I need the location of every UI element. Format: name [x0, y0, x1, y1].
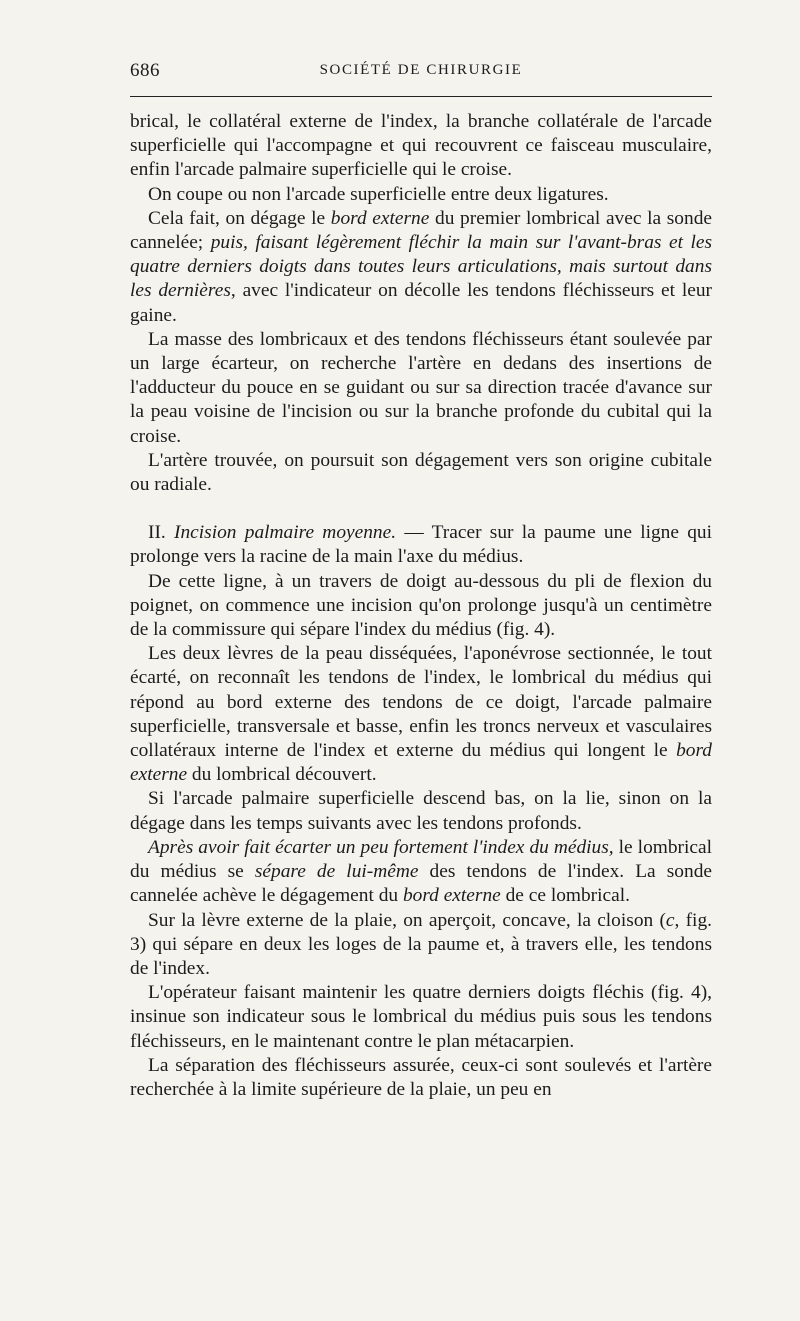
section-title: Incision palmaire moyenne.	[174, 522, 397, 544]
paragraph: Les deux lèvres de la peau disséquées, l'aponévrose sectionnée, le tout écarté, on reconnaît les tendons de l'index, le lombrical du médius qui répond au bord externe des tendons de ce doigt, l'arcade palmaire superficielle, transversale et basse, enfin les troncs nerveux et vasculaires collatéraux interne de l'index et externe du médius qui longent le bord externe du lombrical découvert.	[130, 643, 712, 786]
header-rule	[130, 96, 712, 97]
paragraph: L'opérateur faisant maintenir les quatre derniers doigts fléchis (fig. 4), insinue son indicateur sous le lombrical du médius puis sous les tendons fléchisseurs, en le maintenant contre le plan métacarpien.	[130, 982, 712, 1052]
italic-text: puis, faisant légèrement fléchir la main sur l'avant-bras et les quatre derniers doigts dans toutes leurs articulations, mais surtout dans les dernières	[130, 232, 713, 302]
page-number: 686	[130, 60, 160, 81]
running-title: SOCIÉTÉ DE CHIRURGIE	[319, 62, 523, 78]
paragraph: Après avoir fait écarter un peu fortement l'index du médius, le lombrical du médius se sépare de lui-même des tendons de l'index. La sonde cannelée achève le dégagement du bord externe de ce lombrical.	[130, 836, 712, 907]
paragraph: La séparation des fléchisseurs assurée, ceux-ci sont soulevés et l'artère recherchée à la limite supérieure de la plaie, un peu en	[130, 1054, 712, 1100]
paragraph: La masse des lombricaux et des tendons fléchisseurs étant soulevée par un large écarteur, on recherche l'artère en dedans des insertions de l'adducteur du pouce en se guidant ou sur sa direction tracée d'avance sur la peau voisine de l'incision ou sur la branche profonde du cubital qui la croise.	[130, 328, 712, 447]
paragraph: L'artère trouvée, on poursuit son dégagement vers son origine cubitale ou radiale.	[130, 449, 712, 496]
paragraph: On coupe ou non l'arcade superficielle entre deux ligatures.	[148, 183, 609, 205]
italic-text: sépare de lui-même	[254, 861, 419, 883]
paragraph: Si l'arcade palmaire superficielle descend bas, on la lie, sinon on la dégage dans les temps suivants avec les tendons profonds.	[130, 788, 712, 834]
italic-text: c	[665, 909, 675, 931]
paragraph: Sur la lèvre externe de la plaie, on aperçoit, concave, la cloison (c, fig. 3) qui sépare en deux les loges de la paume et, à travers elle, les tendons de l'index.	[130, 909, 712, 979]
italic-text: bord externe	[402, 885, 501, 907]
section-heading-paragraph: II. Incision palmaire moyenne. — Tracer sur la paume une ligne qui prolonge vers la racine de la main l'axe du médius.	[130, 522, 712, 568]
paragraph: brical, le collatéral externe de l'index, la branche collatérale de l'arcade superficielle qui l'accompagne et qui recouvrent ce faisceau musculaire, enfin l'arcade palmaire superficielle qui le croise.	[130, 111, 712, 181]
body-text	[130, 110, 712, 1102]
running-head	[130, 60, 712, 84]
paragraph: De cette ligne, à un travers de doigt au-dessous du pli de flexion du poignet, on commence une incision qu'on prolonge jusqu'à un centimètre de la commissure qui sépare l'index du médius (fig. 4).	[130, 570, 712, 641]
paragraph: Cela fait, on dégage le bord externe du premier lombrical avec la sonde cannelée; puis, faisant légèrement fléchir la main sur l'avant-bras et les quatre derniers doigts dans toutes leurs articulations, mais surtout dans les dernières, avec l'indicateur on décolle les tendons fléchisseurs et leur gaine.	[130, 207, 713, 326]
italic-text: Après avoir fait écarter un peu fortement l'index du médius,	[148, 836, 614, 858]
italic-text: bord externe	[330, 207, 430, 229]
italic-text: bord externe	[130, 740, 712, 786]
